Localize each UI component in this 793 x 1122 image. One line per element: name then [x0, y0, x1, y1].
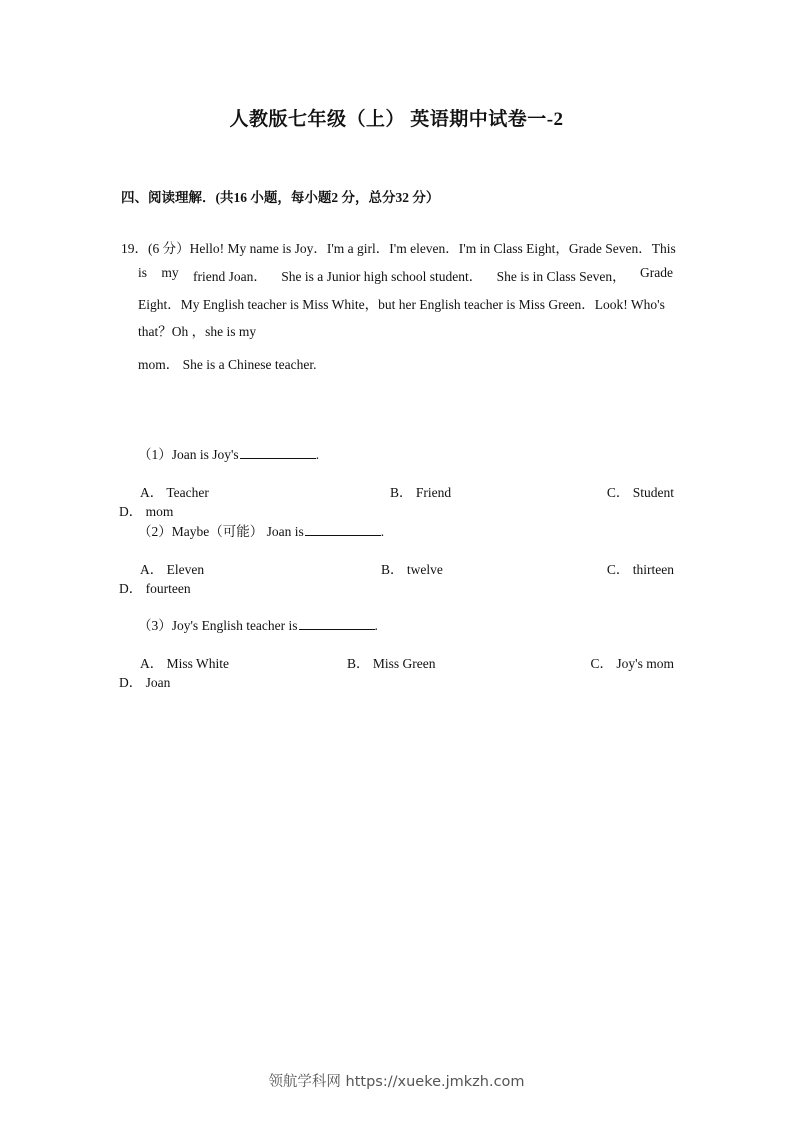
passage-line-2	[138, 265, 673, 285]
option-d: D． fourteen	[119, 581, 191, 596]
question-2-stem	[138, 520, 384, 540]
passage-word: friend Joan．	[193, 269, 267, 284]
passage-word: is	[138, 265, 148, 280]
option-c: C． Joy's mom	[590, 656, 674, 671]
option-a: A． Teacher	[140, 485, 209, 500]
passage-line-5: mom． She is a Chinese teacher.	[138, 357, 317, 372]
question-stem-text: （2）Maybe（可能） Joan is	[138, 524, 304, 539]
section-heading: 四、阅读理解．(共16 小题，每小题2 分，总分32 分）	[121, 190, 440, 205]
answer-blank	[305, 523, 381, 536]
option-c: C． thirteen	[606, 562, 674, 577]
footer-watermark: 领航学科网 https://xueke.jmkzh.com	[268, 1074, 525, 1090]
page-title: 人教版七年级（上） 英语期中试卷一-2	[229, 109, 564, 130]
passage-line-1: 19．(6 分）Hello! My name is Joy．I'm a girl．I'm eleven．I'm in Class Eight，Grade Seven．This	[121, 241, 676, 256]
passage-word: my	[161, 265, 179, 280]
passage-word: She is a Junior high school student．	[281, 269, 483, 284]
option-d: D． mom	[119, 504, 174, 519]
passage-word: Grade	[639, 265, 673, 280]
question-3-stem	[138, 614, 378, 634]
option-a: A． Miss White	[140, 656, 230, 671]
option-b: B． twelve	[381, 562, 443, 577]
question-stem-text: （3）Joy's English teacher is	[138, 618, 298, 633]
question-stem-text: （1）Joan is Joy's	[138, 447, 239, 462]
option-b: B． Friend	[390, 485, 452, 500]
passage-line-3: Eight．My English teacher is Miss White，but her English teacher is Miss Green．Look! Who's	[138, 297, 665, 312]
option-d: D． Joan	[119, 675, 171, 690]
option-b: B． Miss Green	[347, 656, 436, 671]
stem-end: .	[315, 447, 320, 462]
answer-blank	[240, 446, 316, 459]
stem-end: .	[374, 618, 378, 633]
question-1-stem	[138, 443, 319, 463]
passage-line-4: that？Oh ，she is my	[138, 324, 257, 339]
option-a: A． Eleven	[140, 562, 205, 577]
passage-word: She is in Class Seven，	[496, 269, 626, 284]
option-c: C． Student	[606, 485, 674, 500]
stem-end: .	[380, 524, 385, 539]
answer-blank	[299, 617, 375, 630]
